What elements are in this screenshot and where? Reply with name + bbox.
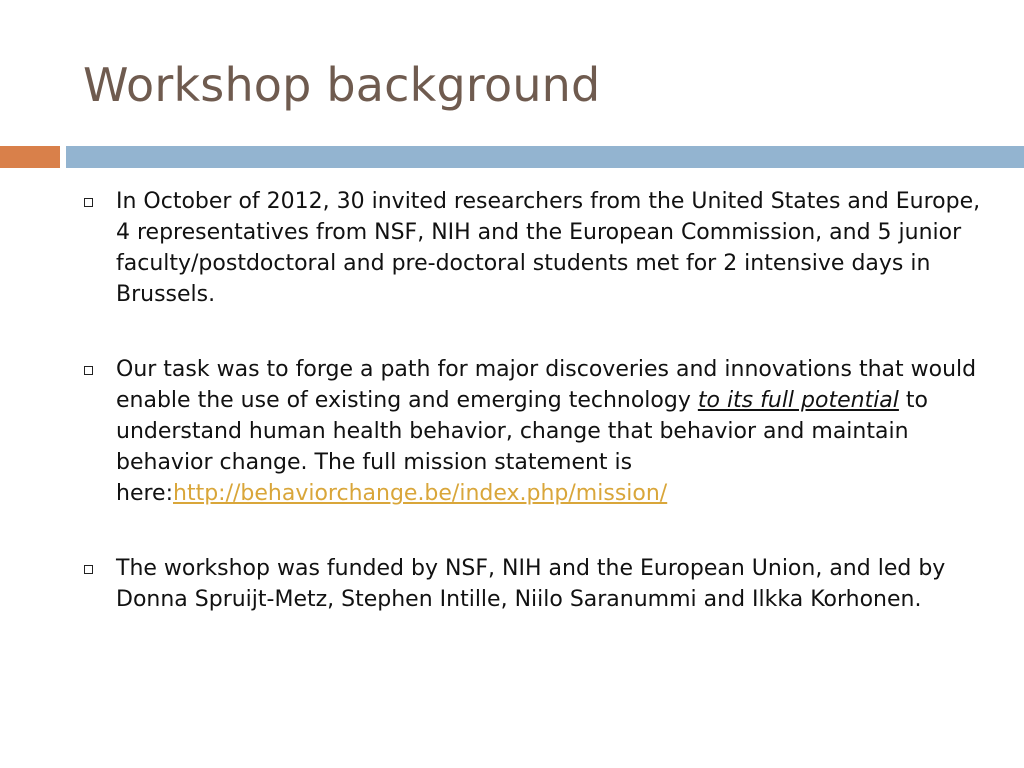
square-bullet-icon	[84, 366, 93, 375]
square-bullet-icon	[84, 565, 93, 574]
title-divider-bar	[66, 146, 1024, 168]
bullet-text-after: to understand human health behavior, change that behavior and maintain behavior change. The full mission statement is here:	[116, 388, 928, 506]
emphasized-text: to its full potential	[697, 388, 899, 413]
bullet-list	[84, 186, 984, 659]
square-bullet-icon	[84, 198, 93, 207]
title-divider-accent	[0, 146, 60, 168]
bullet-text: The workshop was funded by NSF, NIH and the European Union, and led by Donna Spruijt-Metz, Stephen Intille, Niilo Saranummi and Ilkka Korhonen.	[116, 556, 946, 612]
bullet-item-workshop-task	[84, 354, 984, 509]
slide-title: Workshop background	[83, 58, 601, 112]
mission-statement-link[interactable]: http://behaviorchange.be/index.php/mission/	[173, 481, 668, 506]
bullet-item-workshop-attendees	[84, 186, 984, 310]
bullet-item-workshop-funding	[84, 553, 984, 615]
bullet-text: In October of 2012, 30 invited researchers from the United States and Europe, 4 representatives from NSF, NIH and the European Commission, and 5 junior faculty/postdoctoral and pre-doctoral students met for 2 intensive days in Brussels.	[116, 189, 981, 307]
bullet-text-before: Our task was to forge a path for major discoveries and innovations that would enable the use of existing and emerging technology	[116, 357, 977, 413]
